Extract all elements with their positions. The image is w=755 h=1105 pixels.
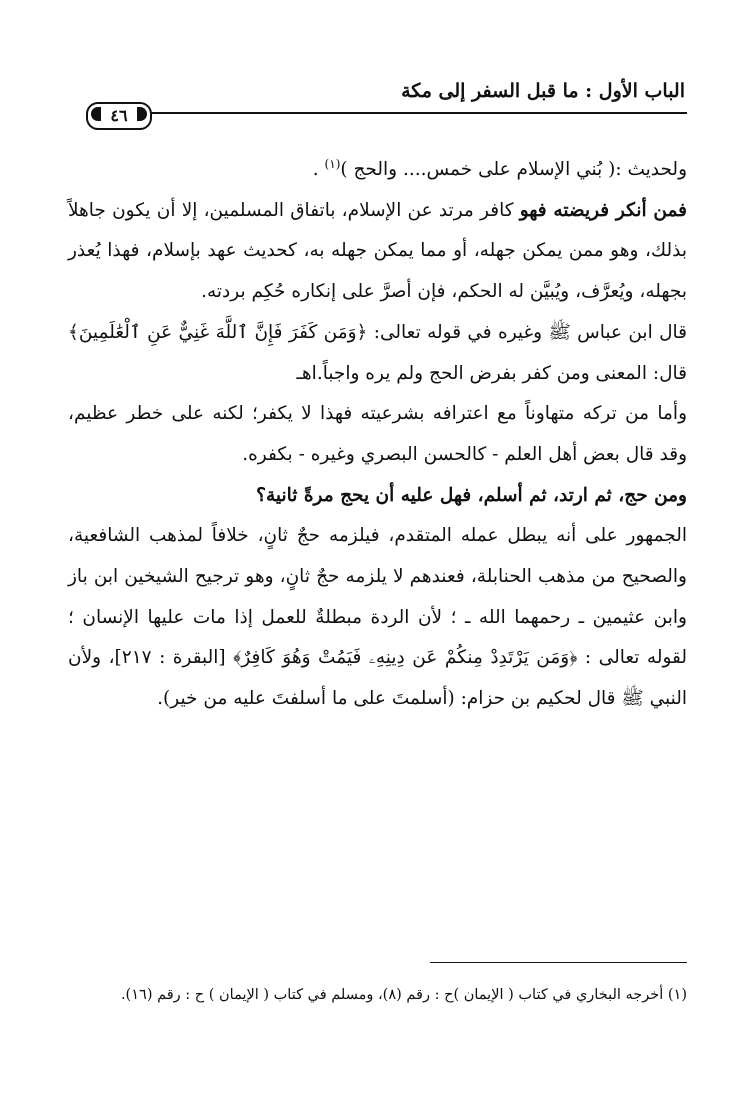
paragraph-6: الجمهور على أنه يبطل عمله المتقدم، فيلزمه حجٌ ثانٍ، خلافاً لمذهب الشافعية، والصحيح من مذهب الحنابلة، فعندهم لا يلزمه حجٌ ثانٍ، وهو ترجيح الشيخين ابن باز وابن عثيمين ـ رحمهما الله ـ ؛ لأن الردة مبطلةٌ للعمل إذا مات عليها الإنسان ؛ لقوله تعالى : ﴿وَمَن يَرْتَدِدْ مِنكُمْ عَن دِينِهِۦ فَيَمُتْ وَهُوَ كَافِرٌ﴾ [البقرة : ٢١٧]، ولأن النبي ﷺ قال لحكيم بن حزام: (أسلمتَ على ما أسلفتَ عليه من خير). [68,525,688,710]
paragraph-1-end: . [312,159,325,180]
paragraph-2-text: كافر مرتد عن الإسلام، باتفاق المسلمين، إلا أن يكون جاهلاً بذلك، وهو ممن يمكن جهله، أو مما يمكن جهله به، كحديث عهد بإسلام، فهذا يُعذر بجهله، ويُعرَّف، ويُبيَّن له الحكم، فإن أصرَّ على إنكاره حُكِم بردته. [68,199,687,303]
body-text [68,150,687,720]
hadith-quote: ولحديث :( بُني الإسلام على خمس.... والحج ) [340,159,687,180]
chapter-title: الباب الأول : ما قبل السفر إلى مكة [401,80,685,102]
page-number: ٤٦ [110,106,128,125]
paragraph-2-lead: فمن أنكر فريضته فهو [519,199,687,221]
footnote-ref: (١) [324,156,341,171]
paragraph-1 [68,150,687,191]
paragraph-4: وأما من تركه متهاوناً مع اعترافه بشرعيته فهذا لا يكفر؛ لكنه على خطر عظيم، وقد قال بعض أهل العلم - كالحسن البصري وغيره - بكفره. [68,403,687,465]
question-heading: ومن حج، ثم ارتد، ثم أسلم، فهل عليه أن يحج مرةً ثانية؟ [256,484,687,506]
paragraph-2 [68,191,687,313]
paragraph-3: قال ابن عباس ﷺ وغيره في قوله تعالى: ﴿وَمَن كَفَرَ فَإِنَّ ٱللَّهَ غَنِيٌّ عَنِ ٱلْعَٰلَمِينَ﴾ قال: المعنى ومن كفر بفرض الحج ولم يره واجباً.اهـ [68,321,687,384]
footnote-text: (١) أخرجه البخاري في كتاب ( الإيمان )ح : رقم (٨)، ومسلم في كتاب ( الإيمان ) ح : رقم (١٦). [120,987,687,1003]
footnote [68,978,687,1012]
footnote-separator [430,962,687,963]
header-rule [148,112,687,114]
page-number-badge [86,102,152,130]
